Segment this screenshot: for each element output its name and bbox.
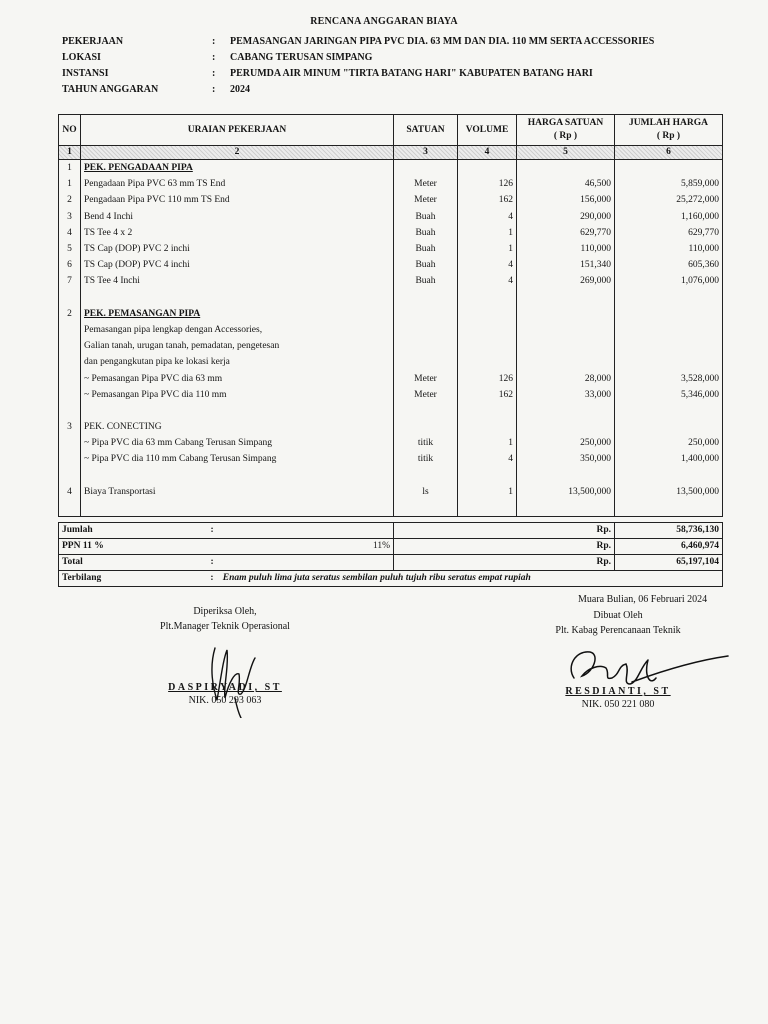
ppn-amount: 6,460,974 (615, 539, 723, 555)
meta-value: 2024 (230, 84, 250, 95)
cell-satuan: titik (394, 435, 458, 451)
cell-harga-satuan: 290,000 (517, 209, 615, 225)
cell-jumlah-harga (615, 290, 723, 306)
cell-no (59, 322, 81, 338)
cell-no (59, 290, 81, 306)
cell-satuan: ls (394, 484, 458, 500)
cell-uraian (81, 273, 394, 289)
cell-volume: 1 (458, 225, 517, 241)
cell-harga-satuan: 350,000 (517, 451, 615, 467)
table-row (59, 387, 723, 403)
cell-satuan: Buah (394, 209, 458, 225)
signature-role: Plt.Manager Teknik Operasional (160, 621, 290, 632)
cell-uraian (81, 484, 394, 500)
header-harga-satuan (517, 115, 615, 146)
jumlah-label: Jumlah (62, 525, 93, 535)
column-number: 5 (517, 146, 615, 160)
table-row (59, 435, 723, 451)
cell-harga-satuan (517, 419, 615, 435)
cell-satuan: Buah (394, 257, 458, 273)
cell-volume: 4 (458, 209, 517, 225)
document-title: RENCANA ANGGARAN BIAYA (310, 16, 458, 27)
cell-harga-satuan (517, 338, 615, 354)
cell-harga-satuan (517, 160, 615, 177)
column-number: 1 (59, 146, 81, 160)
cell-harga-satuan (517, 403, 615, 419)
total-label-cell (59, 555, 394, 571)
place-date: Muara Bulian, 06 Februari 2024 (578, 594, 708, 605)
total-row-ppn (59, 539, 723, 555)
cell-jumlah-harga: 629,770 (615, 225, 723, 241)
cell-satuan: Meter (394, 176, 458, 192)
ppn-label-cell (59, 539, 394, 555)
cell-harga-satuan: 28,000 (517, 370, 615, 386)
section-heading: PEK. PEMASANGAN PIPA (84, 308, 201, 319)
signature-nik: NIK. 050 293 063 (188, 695, 262, 706)
item-description: Pemasangan pipa lengkap dengan Accessories, (84, 324, 263, 335)
cell-jumlah-harga: 605,360 (615, 257, 723, 273)
item-description: TS Cap (DOP) PVC 4 inchi (84, 260, 190, 271)
signature-nik: NIK. 050 221 080 (581, 699, 655, 710)
jumlah-amount: 58,736,130 (615, 523, 723, 539)
cell-satuan: Meter (394, 370, 458, 386)
cell-no (59, 403, 81, 419)
total-row-terbilang (59, 571, 723, 587)
handwritten-signature-right (560, 638, 740, 698)
cell-harga-satuan: 629,770 (517, 225, 615, 241)
cell-no: 6 (59, 257, 81, 273)
cell-satuan (394, 306, 458, 322)
jumlah-rp: Rp. (394, 523, 615, 539)
cell-uraian (81, 290, 394, 306)
cell-harga-satuan (517, 322, 615, 338)
header-volume: VOLUME (458, 115, 517, 146)
cell-harga-satuan: 33,000 (517, 387, 615, 403)
cell-jumlah-harga (615, 306, 723, 322)
cell-no: 2 (59, 192, 81, 208)
column-number: 6 (615, 146, 723, 160)
ppn-percent: 11% (372, 541, 390, 551)
cell-harga-satuan: 156,000 (517, 192, 615, 208)
cell-uraian (81, 354, 394, 370)
cell-no: 5 (59, 241, 81, 257)
terbilang-text: Enam puluh lima juta seratus sembilan puluh tujuh ribu seratus empat rupiah (222, 573, 531, 583)
item-description: Pengadaan Pipa PVC 63 mm TS End (84, 179, 226, 190)
table-row (59, 209, 723, 225)
column-number: 2 (81, 146, 394, 160)
cell-jumlah-harga: 13,500,000 (615, 484, 723, 500)
jumlah-colon: : (210, 525, 214, 535)
cell-harga-satuan: 151,340 (517, 257, 615, 273)
meta-label: TAHUN ANGGARAN (62, 84, 159, 95)
cell-jumlah-harga (615, 354, 723, 370)
cell-uraian (81, 306, 394, 322)
table-row (59, 160, 723, 177)
cell-no (59, 468, 81, 484)
cell-no (59, 435, 81, 451)
cell-harga-satuan: 269,000 (517, 273, 615, 289)
table-row (59, 419, 723, 435)
table-row (59, 370, 723, 386)
cell-volume (458, 160, 517, 177)
table-row (59, 451, 723, 467)
cell-satuan: Buah (394, 273, 458, 289)
cell-uraian (81, 338, 394, 354)
header-jumlah-harga-unit: ( Rp ) (656, 131, 681, 141)
meta-label: PEKERJAAN (62, 36, 124, 47)
cell-harga-satuan: 110,000 (517, 241, 615, 257)
cell-volume (458, 338, 517, 354)
item-description: TS Cap (DOP) PVC 2 inchi (84, 244, 190, 255)
terbilang-cell (59, 571, 723, 587)
cell-no: 4 (59, 225, 81, 241)
cell-harga-satuan (517, 354, 615, 370)
signature-block-left (140, 606, 310, 706)
item-description: TS Tee 4 Inchi (84, 276, 140, 287)
cell-harga-satuan (517, 306, 615, 322)
table-row (59, 500, 723, 517)
cell-jumlah-harga (615, 419, 723, 435)
signature-name: RESDIANTI, ST (565, 686, 671, 697)
budget-table (58, 114, 723, 517)
cell-jumlah-harga: 1,076,000 (615, 273, 723, 289)
cell-no: 4 (59, 484, 81, 500)
column-number-row (59, 146, 723, 160)
table-row (59, 273, 723, 289)
ppn-label: PPN 11 % (62, 541, 104, 551)
cell-uraian (81, 387, 394, 403)
cell-volume: 4 (458, 451, 517, 467)
item-description: TS Tee 4 x 2 (84, 227, 133, 238)
item-description: Bend 4 Inchi (84, 211, 134, 222)
cell-jumlah-harga: 25,272,000 (615, 192, 723, 208)
table-row (59, 306, 723, 322)
cell-satuan (394, 160, 458, 177)
meta-label: LOKASI (62, 52, 101, 63)
table-row (59, 241, 723, 257)
header-jumlah-harga (615, 115, 723, 146)
cell-jumlah-harga: 5,859,000 (615, 176, 723, 192)
cell-volume: 4 (458, 257, 517, 273)
cell-satuan: Meter (394, 192, 458, 208)
cell-uraian (81, 403, 394, 419)
cell-jumlah-harga: 3,528,000 (615, 370, 723, 386)
header-harga-satuan-label: HARGA SATUAN (527, 118, 604, 128)
table-row (59, 290, 723, 306)
cell-uraian (81, 468, 394, 484)
cell-volume: 1 (458, 435, 517, 451)
meta-label: INSTANSI (62, 68, 109, 79)
cell-jumlah-harga (615, 468, 723, 484)
cell-harga-satuan: 250,000 (517, 435, 615, 451)
cell-no (59, 338, 81, 354)
header-jumlah-harga-label: JUMLAH HARGA (629, 118, 708, 128)
cell-harga-satuan: 13,500,000 (517, 484, 615, 500)
cell-jumlah-harga: 5,346,000 (615, 387, 723, 403)
ppn-rp: Rp. (394, 539, 615, 555)
cell-uraian (81, 160, 394, 177)
cell-satuan (394, 354, 458, 370)
cell-jumlah-harga: 1,400,000 (615, 451, 723, 467)
meta-colon: : (212, 36, 216, 47)
cell-uraian (81, 241, 394, 257)
cell-uraian (81, 225, 394, 241)
meta-value: PERUMDA AIR MINUM "TIRTA BATANG HARI" KABUPATEN BATANG HARI (230, 68, 593, 79)
cell-no (59, 354, 81, 370)
cell-volume: 162 (458, 387, 517, 403)
cell-no: 7 (59, 273, 81, 289)
signature-heading: Diperiksa Oleh, (193, 606, 257, 617)
cell-volume (458, 419, 517, 435)
item-description: Galian tanah, urugan tanah, pemadatan, pengetesan (84, 341, 280, 352)
meta-row-pekerjaan (62, 34, 654, 50)
cell-volume (458, 306, 517, 322)
table-row (59, 354, 723, 370)
total-amount: 65,197,104 (615, 555, 723, 571)
cell-no (59, 451, 81, 467)
cell-uraian (81, 500, 394, 517)
cell-volume: 126 (458, 370, 517, 386)
table-row (59, 192, 723, 208)
cell-satuan: Meter (394, 387, 458, 403)
meta-value: PEMASANGAN JARINGAN PIPA PVC DIA. 63 MM DAN DIA. 110 MM SERTA ACCESSORIES (230, 36, 655, 47)
cell-no: 2 (59, 306, 81, 322)
cell-harga-satuan: 46,500 (517, 176, 615, 192)
section-heading: PEK. CONECTING (84, 422, 162, 433)
table-header-row (59, 115, 723, 146)
signature-name: DASPIRYADI, ST (168, 682, 282, 693)
cell-jumlah-harga (615, 338, 723, 354)
header-satuan: SATUAN (394, 115, 458, 146)
cell-volume: 1 (458, 484, 517, 500)
cell-uraian (81, 370, 394, 386)
cell-volume: 162 (458, 192, 517, 208)
cell-uraian (81, 176, 394, 192)
cell-no (59, 387, 81, 403)
section-heading: PEK. PENGADAAN PIPA (84, 163, 193, 174)
table-row (59, 257, 723, 273)
cell-uraian (81, 257, 394, 273)
cell-jumlah-harga (615, 322, 723, 338)
header-harga-satuan-unit: ( Rp ) (553, 131, 578, 141)
item-description: ~ Pipa PVC dia 110 mm Cabang Terusan Simpang (84, 454, 277, 465)
cell-volume (458, 322, 517, 338)
cell-harga-satuan (517, 500, 615, 517)
cell-jumlah-harga: 110,000 (615, 241, 723, 257)
cell-volume (458, 354, 517, 370)
cell-jumlah-harga: 1,160,000 (615, 209, 723, 225)
total-row-jumlah (59, 523, 723, 539)
total-row-total (59, 555, 723, 571)
table-row (59, 484, 723, 500)
table-row (59, 225, 723, 241)
item-description: ~ Pemasangan Pipa PVC dia 110 mm (84, 389, 227, 400)
cell-jumlah-harga: 250,000 (615, 435, 723, 451)
terbilang-label: Terbilang (62, 573, 102, 583)
cell-satuan (394, 468, 458, 484)
cell-no (59, 500, 81, 517)
cell-satuan (394, 290, 458, 306)
total-rp: Rp. (394, 555, 615, 571)
table-row (59, 403, 723, 419)
table-row (59, 468, 723, 484)
cell-uraian (81, 435, 394, 451)
signature-heading: Dibuat Oleh (593, 610, 643, 621)
column-number: 4 (458, 146, 517, 160)
cell-uraian (81, 451, 394, 467)
cell-jumlah-harga (615, 403, 723, 419)
cell-satuan (394, 500, 458, 517)
total-label: Total (62, 557, 83, 567)
cell-no (59, 370, 81, 386)
cell-satuan: titik (394, 451, 458, 467)
signature-block-right (538, 610, 698, 710)
cell-volume (458, 500, 517, 517)
item-description: dan pengangkutan pipa ke lokasi kerja (84, 357, 230, 368)
cell-volume: 126 (458, 176, 517, 192)
project-info (62, 34, 654, 98)
cell-volume (458, 468, 517, 484)
item-description: ~ Pipa PVC dia 63 mm Cabang Terusan Simpang (84, 438, 272, 449)
header-uraian: URAIAN PEKERJAAN (81, 115, 394, 146)
meta-value: CABANG TERUSAN SIMPANG (230, 52, 373, 63)
cell-volume (458, 290, 517, 306)
item-description: ~ Pemasangan Pipa PVC dia 63 mm (84, 373, 223, 384)
cell-uraian (81, 419, 394, 435)
cell-uraian (81, 192, 394, 208)
cell-no: 1 (59, 160, 81, 177)
meta-row-instansi (62, 66, 654, 82)
totals-table (58, 522, 723, 587)
table-row (59, 338, 723, 354)
jumlah-label-cell (59, 523, 394, 539)
total-colon: : (210, 557, 214, 567)
cell-no: 1 (59, 176, 81, 192)
table-row (59, 176, 723, 192)
cell-satuan: Buah (394, 241, 458, 257)
cell-volume: 1 (458, 241, 517, 257)
cell-uraian (81, 209, 394, 225)
cell-satuan (394, 403, 458, 419)
cell-harga-satuan (517, 468, 615, 484)
table-row (59, 322, 723, 338)
cell-satuan (394, 322, 458, 338)
cell-satuan (394, 338, 458, 354)
cell-no: 3 (59, 419, 81, 435)
cell-harga-satuan (517, 290, 615, 306)
cell-satuan (394, 419, 458, 435)
cell-satuan: Buah (394, 225, 458, 241)
column-number: 3 (394, 146, 458, 160)
meta-colon: : (212, 52, 216, 63)
handwritten-signature-left (195, 638, 275, 718)
terbilang-colon: : (210, 573, 214, 583)
item-description: Pengadaan Pipa PVC 110 mm TS End (84, 195, 230, 206)
meta-colon: : (212, 68, 216, 79)
cell-jumlah-harga (615, 500, 723, 517)
meta-row-tahun-anggaran (62, 82, 654, 98)
item-description: Biaya Transportasi (84, 486, 156, 497)
cell-volume (458, 403, 517, 419)
cell-no: 3 (59, 209, 81, 225)
cell-volume: 4 (458, 273, 517, 289)
cell-uraian (81, 322, 394, 338)
meta-colon: : (212, 84, 216, 95)
meta-row-lokasi (62, 50, 654, 66)
cell-jumlah-harga (615, 160, 723, 177)
signature-role: Plt. Kabag Perencanaan Teknik (555, 625, 681, 636)
header-no: NO (59, 115, 81, 146)
